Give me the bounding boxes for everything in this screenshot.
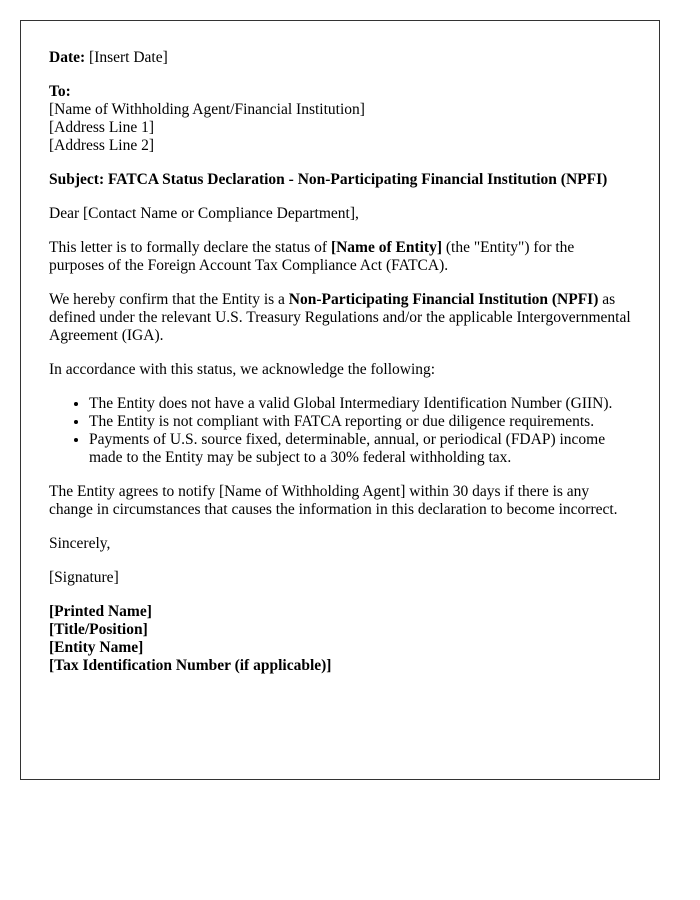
list-item: • The Entity does not have a valid Global Intermediary Identification Number (GIIN). bbox=[89, 395, 631, 413]
declaration-text-before: This letter is to formally declare the status of bbox=[49, 239, 328, 256]
signer-block bbox=[49, 603, 631, 675]
confirmation-text-after: as defined under the relevant U.S. Treasury Regulations and/or the applicable Intergovernmental Agreement (IGA). bbox=[49, 291, 631, 344]
date-line bbox=[49, 49, 631, 67]
salutation: Dear [Contact Name or Compliance Department], bbox=[49, 205, 359, 222]
entity-name: [Entity Name] bbox=[49, 639, 144, 656]
recipient-address-line-1: [Address Line 1] bbox=[49, 119, 155, 136]
closing: Sincerely, bbox=[49, 535, 111, 552]
declaration-paragraph bbox=[49, 239, 631, 275]
title-position: [Title/Position] bbox=[49, 621, 148, 638]
acknowledgement-list bbox=[49, 395, 631, 467]
subject-line: Subject: FATCA Status Declaration - Non-Participating Financial Institution (NPFI) bbox=[49, 171, 608, 188]
acknowledgement-intro: In accordance with this status, we acknowledge the following: bbox=[49, 361, 436, 378]
recipient-block bbox=[49, 83, 631, 155]
confirmation-paragraph bbox=[49, 291, 631, 345]
signature-placeholder: [Signature] bbox=[49, 569, 119, 586]
printed-name: [Printed Name] bbox=[49, 603, 152, 620]
notification-paragraph: The Entity agrees to notify [Name of Withholding Agent] within 30 days if there is any change in circumstances that causes the information in this declaration to become incorrect. bbox=[49, 483, 618, 518]
recipient-address-line-2: [Address Line 2] bbox=[49, 137, 155, 154]
recipient-name: [Name of Withholding Agent/Financial Institution] bbox=[49, 101, 365, 118]
entity-name-placeholder: [Name of Entity] bbox=[330, 239, 442, 256]
npfi-status: Non-Participating Financial Institution (NPFI) bbox=[288, 291, 599, 308]
declaration-text-after: (the "Entity") for the purposes of the Foreign Account Tax Compliance Act (FATCA). bbox=[49, 239, 575, 274]
date-value: [Insert Date] bbox=[89, 49, 168, 66]
list-item: • Payments of U.S. source fixed, determinable, annual, or periodical (FDAP) income made to the Entity may be subject to a 30% federal withholding tax. bbox=[89, 431, 631, 467]
recipient-label: To: bbox=[49, 83, 71, 100]
list-item: • The Entity is not compliant with FATCA reporting or due diligence requirements. bbox=[89, 413, 631, 431]
confirmation-text-before: We hereby confirm that the Entity is a bbox=[49, 291, 285, 308]
date-label: Date: bbox=[49, 49, 86, 66]
letter-document bbox=[20, 20, 660, 780]
tax-identification-number: [Tax Identification Number (if applicable)] bbox=[49, 657, 332, 674]
